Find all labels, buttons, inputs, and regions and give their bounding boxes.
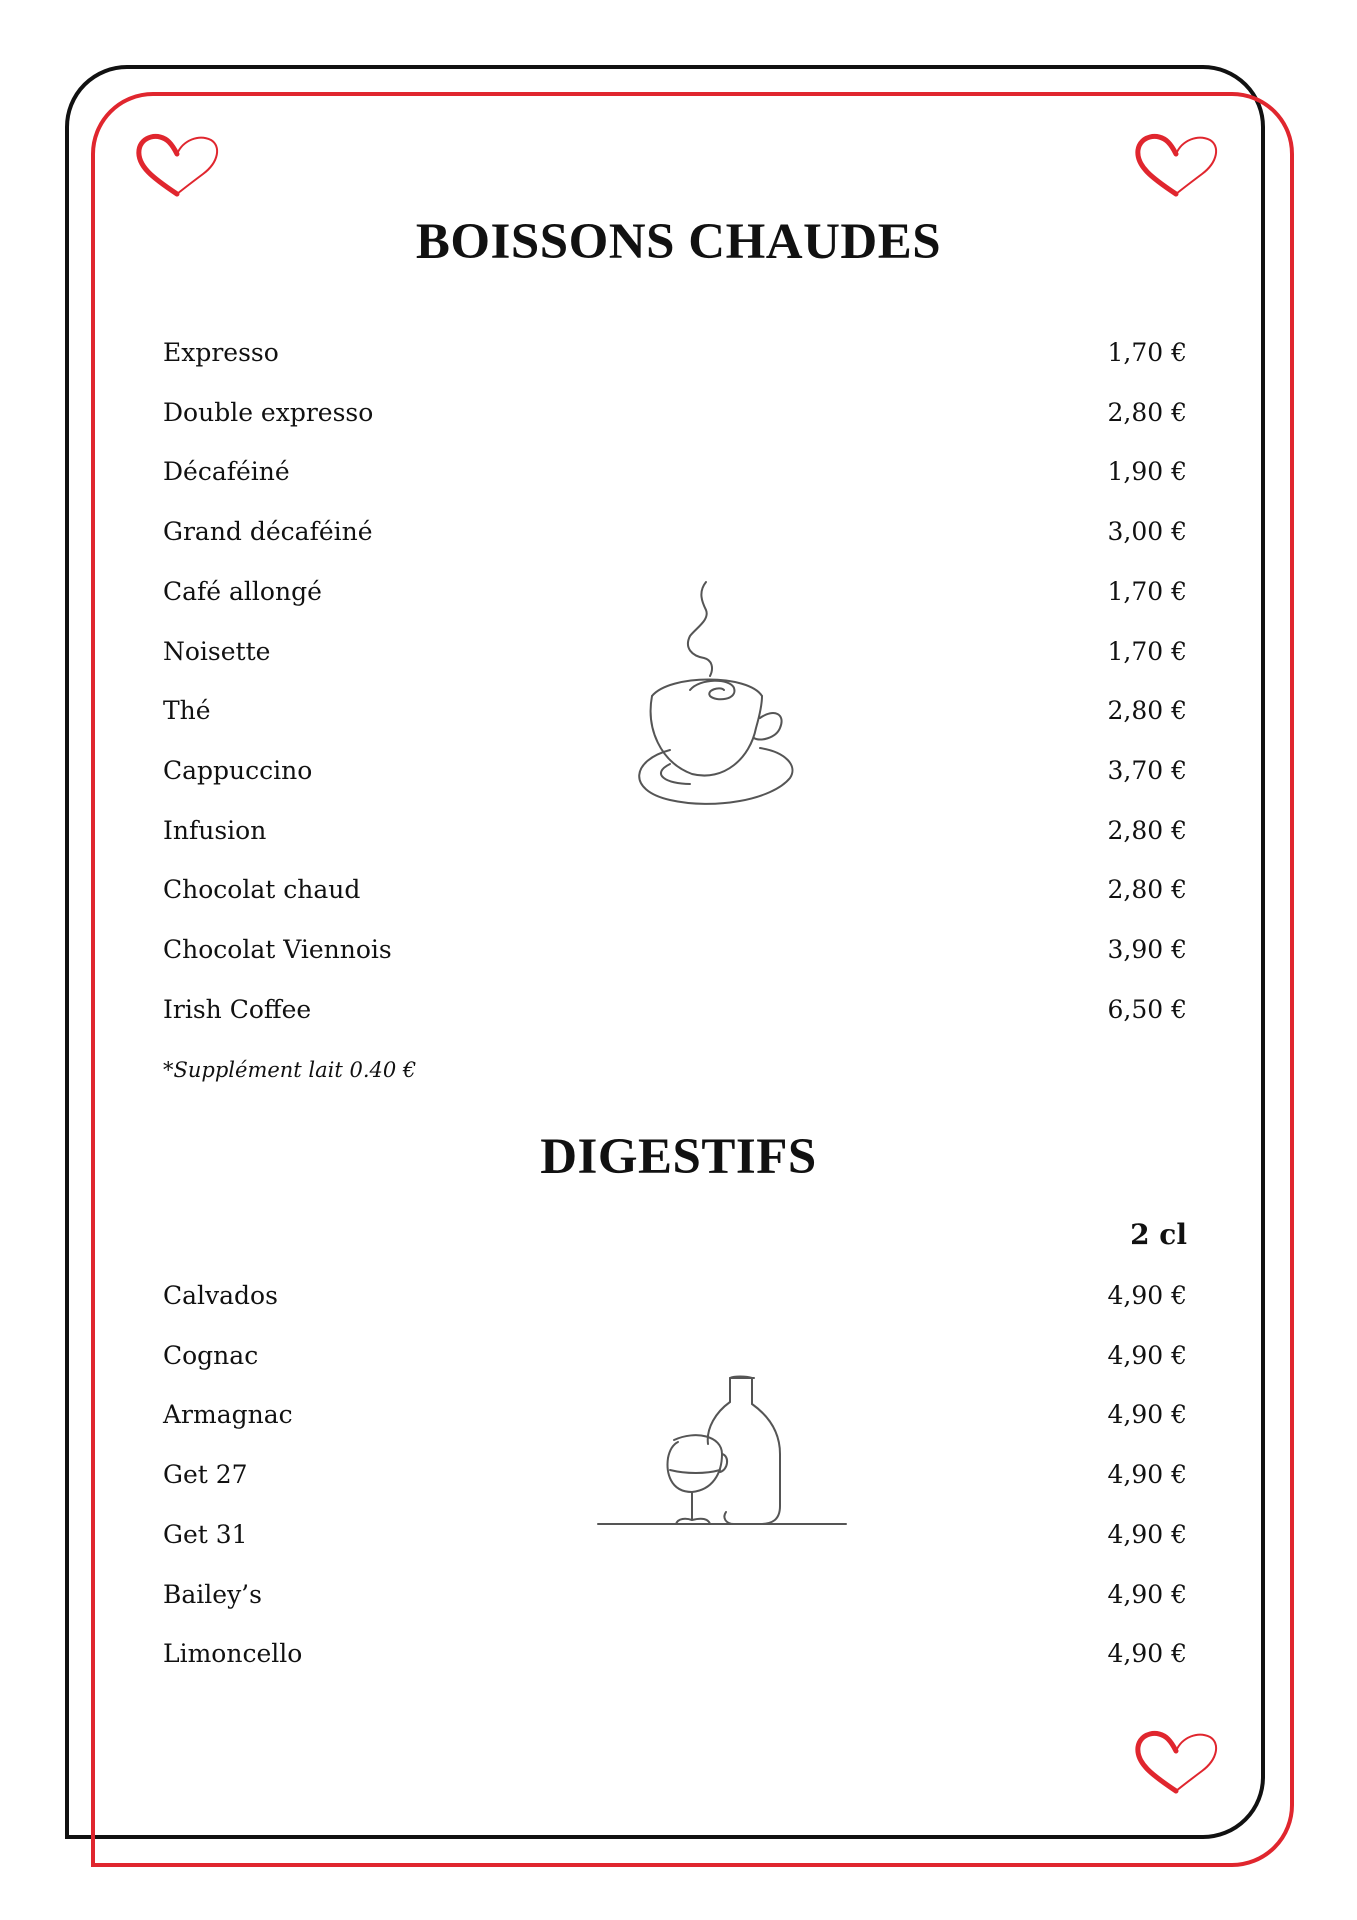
hot-drink-item-price: 3,70 € — [1107, 755, 1187, 785]
digestif-item — [163, 1281, 1187, 1321]
hot-drink-item-name: Chocolat Viennois — [163, 935, 392, 964]
digestif-item — [163, 1639, 1187, 1679]
hot-drink-item-name: Expresso — [163, 338, 279, 367]
hot-drink-item — [163, 816, 1187, 856]
milk-supplement-note: *Supplément lait 0.40 € — [163, 1058, 417, 1082]
hot-drink-item-name: Grand décaféiné — [163, 517, 373, 547]
coffee-cup-icon — [630, 578, 800, 810]
heart-icon — [133, 128, 223, 200]
hot-drinks-title: BOISSONS CHAUDES — [415, 214, 942, 270]
hot-drink-item-name: Décaféiné — [163, 457, 290, 487]
digestif-item-price: 4,90 € — [1107, 1460, 1187, 1490]
hot-drink-item-price: 3,90 € — [1107, 935, 1187, 964]
hot-drink-item-price: 1,90 € — [1107, 457, 1187, 487]
hot-drink-item-price: 2,80 € — [1107, 875, 1187, 905]
hot-drink-item-name: Infusion — [163, 815, 267, 845]
digestif-item-name: Bailey’s — [163, 1579, 262, 1609]
hot-drink-item-name: Thé — [163, 696, 211, 726]
hot-drink-item — [163, 875, 1187, 915]
hot-drink-item-price: 1,70 € — [1107, 636, 1187, 666]
hot-drink-item — [163, 935, 1187, 975]
hot-drink-item-price: 1,70 € — [1107, 338, 1187, 367]
digestif-item — [163, 1580, 1187, 1620]
hot-drink-item — [163, 517, 1187, 557]
serving-size-label: 2 cl — [1130, 1218, 1187, 1251]
heart-icon — [1132, 128, 1222, 200]
digestif-item-price: 4,90 € — [1107, 1281, 1187, 1310]
digestif-item-name: Get 27 — [163, 1460, 248, 1490]
hot-drink-item-name: Noisette — [163, 636, 271, 666]
hot-drink-item-price: 3,00 € — [1107, 517, 1187, 547]
digestif-item-price: 4,90 € — [1107, 1340, 1187, 1370]
digestifs-title: DIGESTIFS — [540, 1129, 817, 1185]
hot-drink-item — [163, 398, 1187, 438]
hot-drink-item-name: Chocolat chaud — [163, 875, 361, 905]
hot-drink-item-price: 2,80 € — [1107, 397, 1187, 427]
hot-drink-item-name: Café allongé — [163, 576, 322, 606]
hot-drink-item-price: 1,70 € — [1107, 576, 1187, 606]
hot-drink-item — [163, 338, 1187, 378]
hot-drink-item-price: 2,80 € — [1107, 815, 1187, 845]
digestif-item-price: 4,90 € — [1107, 1400, 1187, 1430]
digestif-item-name: Cognac — [163, 1340, 259, 1370]
digestif-item-name: Calvados — [163, 1281, 278, 1310]
carafe-glass-icon — [596, 1374, 850, 1538]
digestif-item-name: Limoncello — [163, 1639, 303, 1669]
hot-drink-item-price: 2,80 € — [1107, 696, 1187, 726]
hot-drink-item-name: Cappuccino — [163, 755, 313, 785]
digestif-item-name: Armagnac — [163, 1400, 293, 1430]
hot-drink-item-price: 6,50 € — [1107, 994, 1187, 1024]
heart-icon — [1132, 1725, 1222, 1797]
hot-drink-item — [163, 457, 1187, 497]
digestif-item-price: 4,90 € — [1107, 1579, 1187, 1609]
digestif-item-price: 4,90 € — [1107, 1519, 1187, 1549]
hot-drink-item-name: Double expresso — [163, 397, 374, 427]
digestif-item-name: Get 31 — [163, 1519, 248, 1549]
hot-drink-item-name: Irish Coffee — [163, 994, 312, 1024]
digestif-item-price: 4,90 € — [1107, 1639, 1187, 1669]
hot-drink-item — [163, 995, 1187, 1035]
